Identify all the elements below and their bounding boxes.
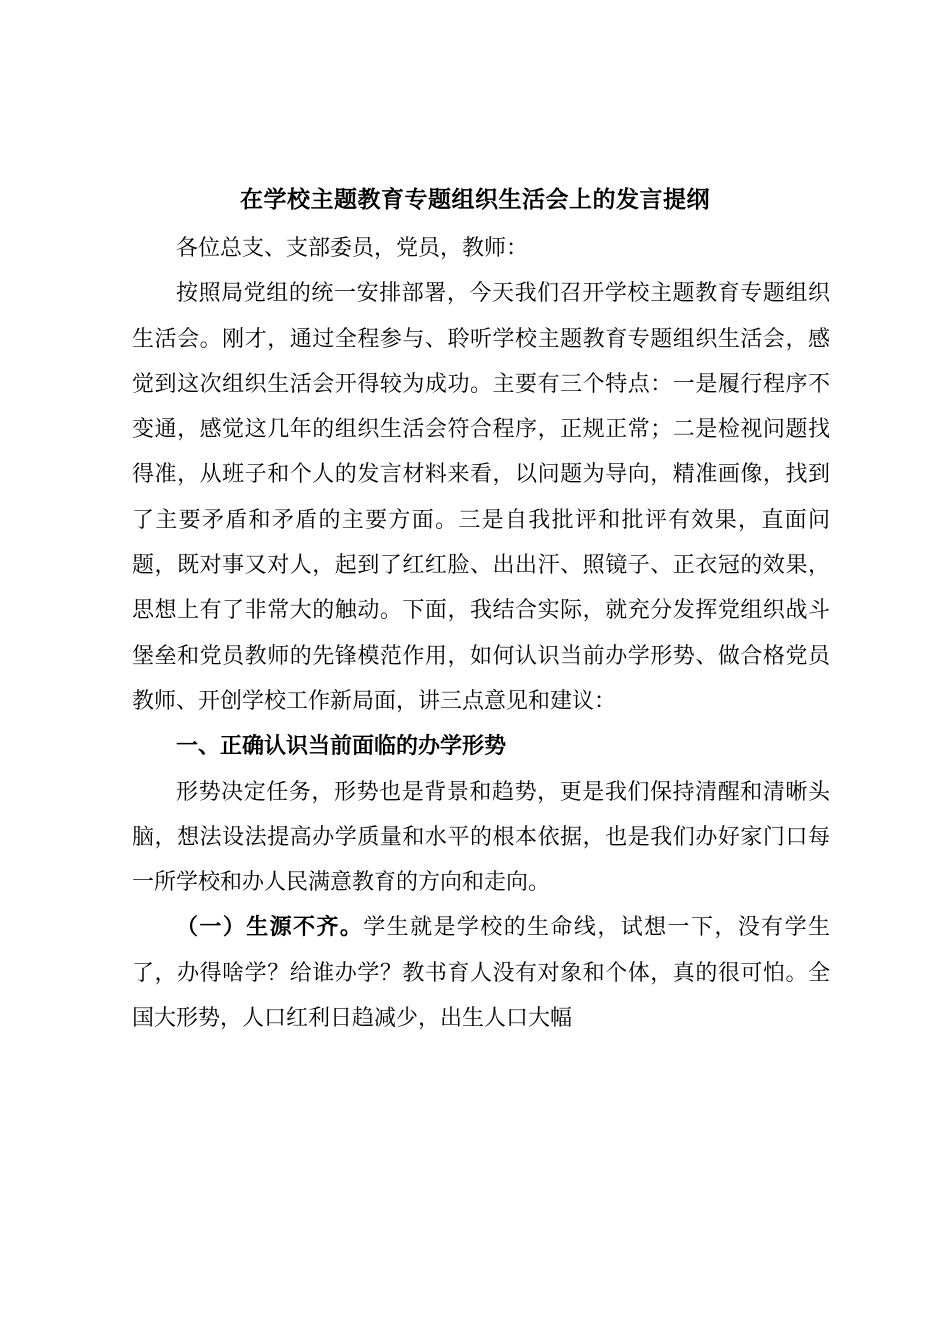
subsection-text: 学生就是学校的生命线，试想一下，没有学生了，办得啥学？给谁办学？教书育人没有对象和个体，真的很可怕。全国大形势，人口红利日趋减少，出生人口大幅 [132, 915, 830, 1032]
section-heading: 一、正确认识当前面临的办学形势 [176, 734, 507, 760]
document-body [132, 226, 830, 1041]
document-title: 在学校主题教育专题组织生活会上的发言提纲 [240, 186, 710, 213]
subsection-label: （一）生源不齐。 [176, 915, 364, 941]
subsection-paragraph [132, 905, 830, 1041]
intro-paragraph: 按照局党组的统一安排部署，今天我们召开学校主题教育专题组织生活会。刚才，通过全程参与、聆听学校主题教育专题组织生活会，感觉到这次组织生活会开得较为成功。主要有三个特点：一是履行程序不变通，感觉这几年的组织生活会符合程序，正规正常；二是检视问题找得准，从班子和个人的发言材料来看，以问题为导向，精准画像，找到了主要矛盾和矛盾的主要方面。三是自我批评和批评有效果，直面问题，既对事又对人，起到了红红脸、出出汗、照镜子、正衣冠的效果，思想上有了非常大的触动。下面，我结合实际，就充分发挥党组织战斗堡垒和党员教师的先锋模范作用，如何认识当前办学形势、做合格党员教师、开创学校工作新局面，讲三点意见和建议： [132, 281, 830, 714]
greeting: 各位总支、支部委员，党员，教师： [176, 236, 529, 261]
section-paragraph: 形势决定任务，形势也是背景和趋势，更是我们保持清醒和清晰头脑，想法设法提高办学质量和水平的根本依据，也是我们办好家门口每一所学校和办人民满意教育的方向和走向。 [132, 779, 830, 896]
